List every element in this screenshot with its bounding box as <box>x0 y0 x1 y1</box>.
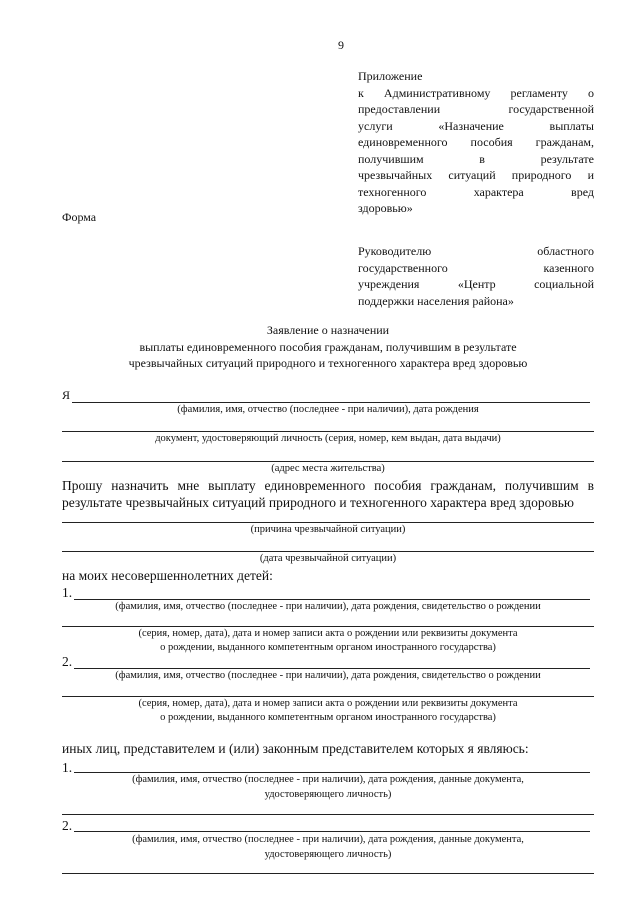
form-label: Форма <box>62 210 97 224</box>
request-text <box>62 477 594 511</box>
addressee-line: государственного казенного <box>358 260 594 275</box>
document-title <box>62 322 594 372</box>
other-extra-field[interactable] <box>62 814 594 815</box>
applicant-name-field[interactable] <box>72 402 590 403</box>
child-number: 2. <box>62 654 73 669</box>
appendix-block <box>358 68 594 217</box>
appendix-line: услуги «Назначение выплаты <box>358 118 594 133</box>
other-number: 2. <box>62 818 73 833</box>
appendix-line: получившим в результате <box>358 151 594 166</box>
other-name-field[interactable] <box>74 772 590 773</box>
other-number: 1. <box>62 760 73 775</box>
other-hint: удостоверяющего личность) <box>264 849 392 860</box>
other-hint: (фамилия, имя, отчество (последнее - при наличии), дата рождения, данные документа, <box>132 774 524 785</box>
applicant-doc-hint: документ, удостоверяющий личность (серия, номер, кем выдан, дата выдачи) <box>155 433 501 444</box>
applicant-doc-field[interactable] <box>62 431 594 432</box>
addressee-block <box>358 243 594 309</box>
addressee-line: Руководителю областного <box>358 244 594 258</box>
child-name-field[interactable] <box>74 668 590 669</box>
applicant-prefix: Я <box>62 388 71 402</box>
child-name-hint: (фамилия, имя, отчество (последнее - при наличии), дата рождения, свидетельство о рождении <box>115 601 541 612</box>
addressee-line: учреждения «Центр социальной <box>358 277 594 291</box>
others-heading: иных лиц, представителем и (или) законным представителем которых я являюсь: <box>62 741 529 756</box>
appendix-line: здоровью» <box>358 201 413 215</box>
child-number: 1. <box>62 585 73 600</box>
child-doc-hint: о рождении, выданного компетентным органом иностранного государства) <box>160 642 496 653</box>
other-hint: (фамилия, имя, отчество (последнее - при наличии), дата рождения, данные документа, <box>132 834 524 845</box>
addressee-line: поддержки населения района» <box>358 293 514 308</box>
appendix-line: чрезвычайных ситуаций природного и <box>358 168 594 182</box>
date-field[interactable] <box>62 551 594 552</box>
applicant-name-hint: (фамилия, имя, отчество (последнее - при наличии), дата рождения <box>177 404 479 415</box>
other-hint: удостоверяющего личность) <box>264 789 392 800</box>
title-line: выплаты единовременного пособия гражданам, получившим в результате <box>139 339 517 354</box>
title-line: Заявление о назначении <box>266 323 390 337</box>
other-name-field[interactable] <box>74 831 590 832</box>
child-doc-field[interactable] <box>62 696 594 697</box>
child-name-hint: (фамилия, имя, отчество (последнее - при наличии), дата рождения, свидетельство о рождении <box>115 670 541 681</box>
child-name-field[interactable] <box>74 599 590 600</box>
child-doc-field[interactable] <box>62 626 594 627</box>
appendix-line: предоставлении государственной <box>358 102 594 116</box>
request-line: Прошу назначить мне выплату единовременного пособия гражданам, получившим в <box>62 478 594 493</box>
child-doc-hint: (серия, номер, дата), дата и номер записи акта о рождении или реквизиты документа <box>138 698 518 709</box>
title-line: чрезвычайных ситуаций природного и техногенного характера вред здоровью <box>128 356 528 370</box>
date-hint: (дата чрезвычайной ситуации) <box>259 553 397 564</box>
child-doc-hint: (серия, номер, дата), дата и номер записи акта о рождении или реквизиты документа <box>138 628 518 639</box>
appendix-line: единовременного пособия гражданам, <box>358 135 594 149</box>
applicant-address-hint: (адрес места жительства) <box>271 463 385 474</box>
appendix-line: техногенного характера вред <box>358 184 594 199</box>
other-extra-field[interactable] <box>62 873 594 874</box>
reason-field[interactable] <box>62 522 594 523</box>
appendix-line: Приложение <box>358 69 423 83</box>
children-heading: на моих несовершеннолетних детей: <box>62 568 273 583</box>
child-doc-hint: о рождении, выданного компетентным органом иностранного государства) <box>160 712 496 723</box>
request-line: результате чрезвычайных ситуаций природного и техногенного характера вред здоровью <box>62 495 575 510</box>
reason-hint: (причина чрезвычайной ситуации) <box>250 524 406 535</box>
appendix-line: к Административному регламенту о <box>358 85 594 100</box>
page-number: 9 <box>338 38 344 52</box>
applicant-address-field[interactable] <box>62 461 594 462</box>
